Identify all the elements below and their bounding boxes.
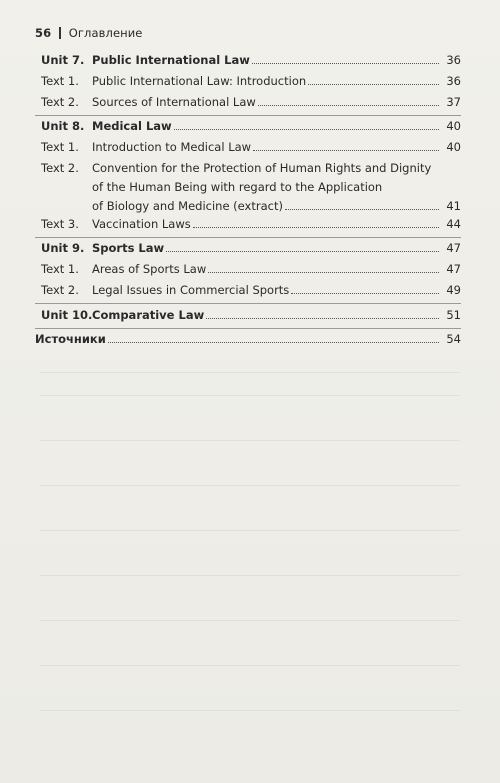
header-separator <box>59 27 61 39</box>
dot-leader <box>308 83 439 85</box>
toc-entry-title-line: of the Human Being with regard to the Application <box>92 180 383 194</box>
toc-entry-label: Unit 9. <box>41 241 85 255</box>
dot-leader <box>208 271 439 273</box>
toc-entry-title: Introduction to Medical Law <box>92 140 252 154</box>
toc-entry-title: Comparative Law <box>92 308 205 322</box>
toc-entry-page: 44 <box>446 217 461 231</box>
dot-leader <box>174 128 439 130</box>
toc-entry-title: Источники <box>35 332 106 346</box>
dot-leader <box>285 208 439 210</box>
toc-entry-page: 36 <box>446 74 461 88</box>
show-through-line <box>40 575 460 576</box>
show-through-line <box>40 372 460 373</box>
toc-entry-page: 40 <box>446 140 461 154</box>
toc-entry-label: Text 1. <box>41 74 79 88</box>
dot-leader <box>206 317 439 319</box>
section-divider <box>35 328 461 329</box>
toc-entry-title: of Biology and Medicine (extract) <box>92 199 283 213</box>
toc-entry-label: Text 1. <box>41 140 79 154</box>
section-title: Оглавление <box>68 26 143 40</box>
toc-entry-title: Areas of Sports Law <box>92 262 207 276</box>
toc-entry-page: 51 <box>446 308 461 322</box>
show-through-line <box>40 530 460 531</box>
toc-entry-label: Text 3. <box>41 217 79 231</box>
toc-entry-page: 40 <box>446 119 461 133</box>
show-through-line <box>40 620 460 621</box>
toc-entry-page: 54 <box>446 332 461 346</box>
toc-entry-title: Public International Law: Introduction <box>92 74 307 88</box>
show-through-line <box>40 440 460 441</box>
show-through-line <box>40 710 460 711</box>
show-through-line <box>40 485 460 486</box>
dot-leader <box>258 104 439 106</box>
toc-entry-label: Text 2. <box>41 95 79 109</box>
section-divider <box>35 237 461 238</box>
toc-entry-page: 36 <box>446 53 461 67</box>
toc-entry-label: Unit 7. <box>41 53 85 67</box>
toc-entry-page: 47 <box>446 262 461 276</box>
show-through-line <box>40 665 460 666</box>
toc-entry-sources[interactable] <box>35 332 461 346</box>
toc-entry-page: 37 <box>446 95 461 109</box>
toc-entry-title-line: Convention for the Protection of Human Rights and Dignity <box>92 161 432 175</box>
toc-entry-title: Vaccination Laws <box>92 217 191 231</box>
dot-leader <box>166 250 439 252</box>
toc-entry-label: Unit 8. <box>41 119 85 133</box>
toc-entry-label: Text 2. <box>41 161 79 175</box>
toc-entry-title: Public International Law <box>92 53 250 67</box>
toc-entry-title: Sources of International Law <box>92 95 256 109</box>
section-divider <box>35 115 461 116</box>
dot-leader <box>252 62 439 64</box>
dot-leader <box>108 341 439 343</box>
toc-entry-title: Medical Law <box>92 119 172 133</box>
toc-entry-label: Text 2. <box>41 283 79 297</box>
dot-leader <box>291 292 439 294</box>
toc-entry-page: 49 <box>446 283 461 297</box>
show-through-line <box>40 395 460 396</box>
dot-leader <box>253 149 439 151</box>
page-number: 56 <box>35 26 52 40</box>
dot-leader <box>193 226 439 228</box>
toc-entry-label: Unit 10. <box>41 308 93 322</box>
section-divider <box>35 303 461 304</box>
toc-entry-title: Legal Issues in Commercial Sports <box>92 283 290 297</box>
toc-entry-label: Text 1. <box>41 262 79 276</box>
toc-entry-title: Sports Law <box>92 241 165 255</box>
toc-entry-page: 41 <box>446 199 461 213</box>
toc-entry-page: 47 <box>446 241 461 255</box>
page-header <box>35 26 142 40</box>
